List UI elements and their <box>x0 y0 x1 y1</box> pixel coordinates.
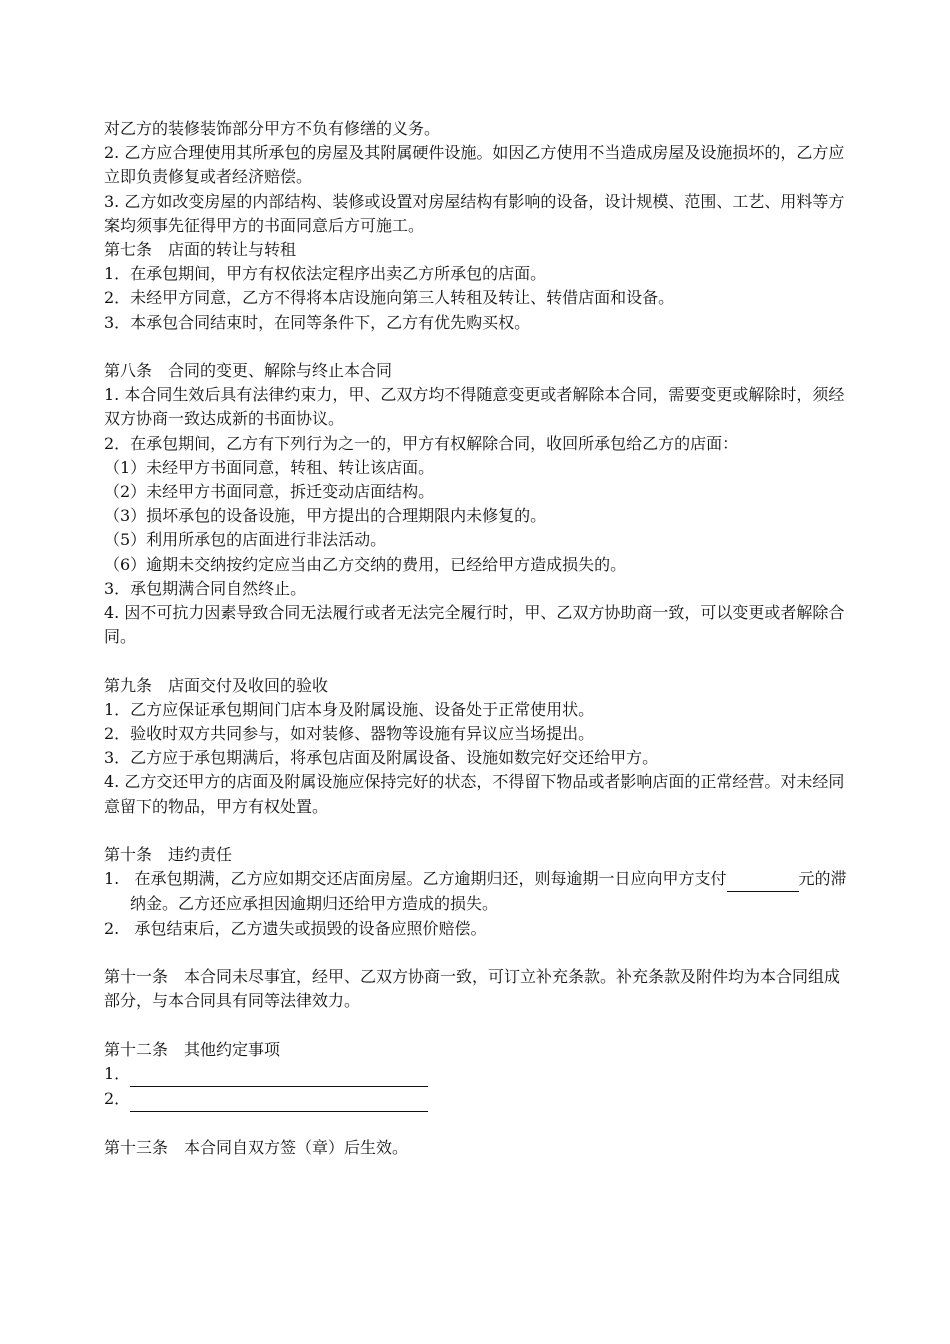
list-item: （2）未经甲方书面同意，拆迁变动店面结构。 <box>104 482 435 502</box>
spacer <box>104 941 852 965</box>
paragraph: 2．在承包期间，乙方有下列行为之一的，甲方有权解除合同，收回所承包给乙方的店面： <box>104 433 739 453</box>
item-number: 2. <box>104 918 120 938</box>
spacer <box>104 819 852 843</box>
paragraph: 2．验收时双方共同参与，如对装修、器物等设施有异议应当场提出。 <box>104 724 595 744</box>
paragraph: 4. 因不可抗力因素导致合同无法履行或者无法完全履行时，甲、乙双方协助商一致，可以变更或者解除合同。 <box>104 603 845 647</box>
article-paragraph: 第十一条 本合同未尽事宜，经甲、乙双方协商一致，可订立补充条款。补充条款及附件均为本合同组成部分，与本合同具有同等法律效力。 <box>104 967 841 1011</box>
article-heading: 第九条 店面交付及收回的验收 <box>104 675 329 695</box>
list-item: （5）利用所承包的店面进行非法活动。 <box>104 530 387 550</box>
paragraph: 3．乙方应于承包期满后，将承包店面及附属设备、设施如数完好交还给甲方。 <box>104 748 659 768</box>
paragraph: 对乙方的装修装饰部分甲方不负有修缮的义务。 <box>104 119 441 138</box>
fill-in-blank <box>727 867 799 892</box>
list-item <box>104 1087 852 1112</box>
spacer <box>104 1013 852 1037</box>
article-paragraph: 第十三条 本合同自双方签（章）后生效。 <box>104 1138 409 1158</box>
item-number: 1． <box>104 1063 131 1083</box>
paragraph: 2．未经甲方同意，乙方不得将本店设施向第三人转租及转让、转借店面和设备。 <box>104 288 675 308</box>
list-item <box>104 867 852 916</box>
list-item: （6）逾期未交纳按约定应当由乙方交纳的费用，已经给甲方造成损失的。 <box>104 554 627 574</box>
spacer <box>104 335 852 359</box>
contract-body <box>104 117 852 1161</box>
spacer <box>104 649 852 673</box>
list-item: （3）损坏承包的设备设施，甲方提出的合理期限内未修复的。 <box>104 506 547 526</box>
paragraph: 1．在承包期间，甲方有权依法定程序出卖乙方所承包的店面。 <box>104 264 547 284</box>
list-item: （1）未经甲方书面同意，转租、转让该店面。 <box>104 457 435 477</box>
article-heading: 第十条 违约责任 <box>104 845 233 865</box>
article-heading: 第八条 合同的变更、解除与终止本合同 <box>104 361 393 381</box>
fill-in-blank <box>130 1062 428 1087</box>
item-text: 在承包期满，乙方应如期交还店面房屋。乙方逾期归还，则每逾期一日应向甲方支付 <box>134 869 727 889</box>
item-number: 1. <box>104 869 120 889</box>
item-number: 2． <box>104 1089 131 1109</box>
paragraph: 2. 乙方应合理使用其所承包的房屋及其附属硬件设施。如因乙方使用不当造成房屋及设施损坏的，乙方应立即负责修复或者经济赔偿。 <box>104 143 845 187</box>
item-text: 承包结束后，乙方遗失或损毁的设备应照价赔偿。 <box>134 918 487 938</box>
list-item <box>104 917 852 941</box>
paragraph: 3．承包期满合同自然终止。 <box>104 578 307 598</box>
paragraph: 3．本承包合同结束时，在同等条件下，乙方有优先购买权。 <box>104 312 531 332</box>
paragraph: 1. 本合同生效后具有法律约束力，甲、乙双方均不得随意变更或者解除本合同，需要变更或解除时，须经双方协商一致达成新的书面协议。 <box>104 385 845 429</box>
paragraph: 3. 乙方如改变房屋的内部结构、装修或设置对房屋结构有影响的设备，设计规模、范围、工艺、用料等方案均须事先征得甲方的书面同意后方可施工。 <box>104 191 845 235</box>
paragraph: 4. 乙方交还甲方的店面及附属设施应保持完好的状态，不得留下物品或者影响店面的正常经营。对未经同意留下的物品，甲方有权处置。 <box>104 772 845 816</box>
fill-in-blank <box>130 1087 428 1112</box>
item-text: 元的滞纳金。乙方还应承担因逾期归还给甲方造成的损失。 <box>130 869 847 914</box>
article-heading: 第七条 店面的转让与转租 <box>104 240 297 260</box>
article-heading: 第十二条 其他约定事项 <box>104 1039 281 1059</box>
spacer <box>104 1112 852 1136</box>
list-item <box>104 1062 852 1087</box>
paragraph: 1．乙方应保证承包期间门店本身及附属设施、设备处于正常使用状。 <box>104 699 595 719</box>
